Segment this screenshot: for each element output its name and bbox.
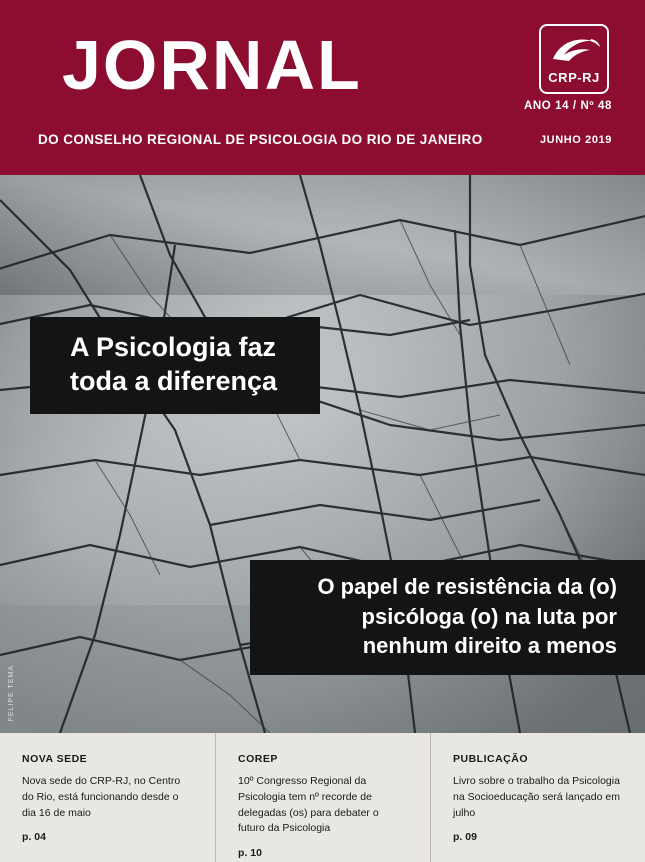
edition-label: ANO 14 / Nº 48 — [523, 100, 612, 112]
date-label: JUNHO 2019 — [539, 134, 612, 146]
masthead-subtitle: DO CONSELHO REGIONAL DE PSICOLOGIA DO RIO DE JANEIRO — [38, 132, 483, 147]
crp-rj-logo — [539, 24, 609, 94]
headline-main: A Psicologia faz toda a diferença — [30, 317, 320, 414]
footer-item-publicacao[interactable] — [430, 733, 645, 862]
cover-photo — [0, 175, 645, 733]
footer-item-page: p. 09 — [453, 831, 477, 844]
footer-item-title: PUBLICAÇÃO — [453, 753, 528, 765]
bird-swoosh-icon — [549, 34, 603, 68]
footer-item-corep[interactable] — [215, 733, 430, 862]
footer-highlights — [0, 733, 645, 862]
photo-credit: FELIPE TEMA — [8, 664, 15, 721]
footer-item-title: NOVA SEDE — [22, 753, 88, 765]
footer-item-body: 10º Congresso Regional da Psicologia tem nº recorde de delegadas (os) para debater o futuro da Psicologia — [238, 775, 379, 835]
headline-secondary: O papel de resistência da (o) psicóloga (o) na luta por nenhum direito a menos — [250, 560, 645, 675]
footer-item-body: Livro sobre o trabalho da Psicologia na Socioeducação será lançado em julho — [453, 775, 620, 819]
crp-rj-logo-text: CRP-RJ — [548, 70, 600, 85]
page-title: JORNAL — [62, 26, 362, 104]
masthead — [0, 0, 645, 175]
footer-item-nova-sede[interactable] — [0, 733, 215, 862]
footer-item-body: Nova sede do CRP-RJ, no Centro do Rio, está funcionando desde o dia 16 de maio — [22, 775, 181, 819]
footer-item-page: p. 04 — [22, 831, 46, 844]
footer-item-title: COREP — [238, 753, 278, 765]
footer-item-page: p. 10 — [238, 847, 262, 859]
